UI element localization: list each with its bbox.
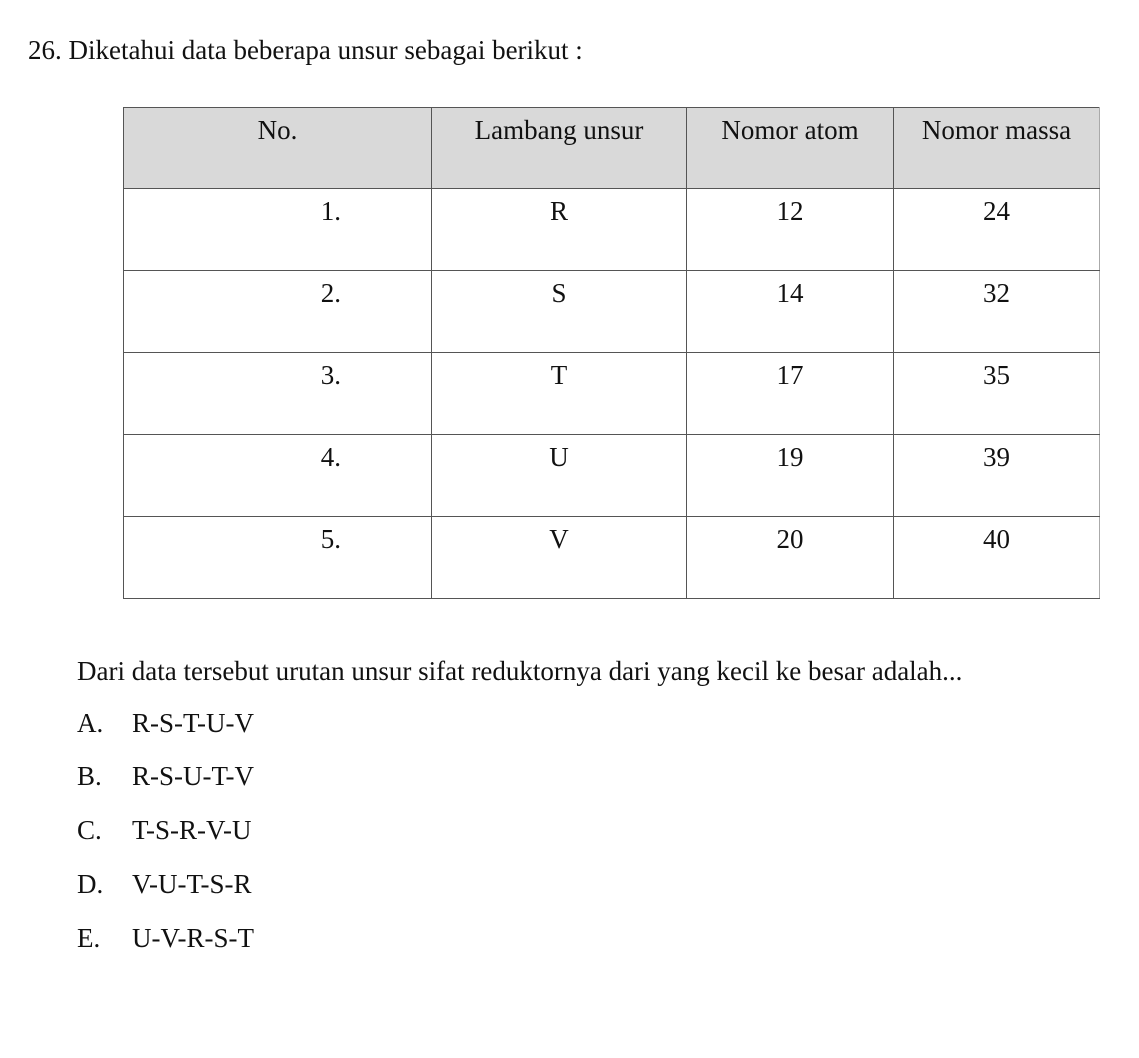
cell-no: 4.	[124, 435, 432, 517]
option-label: A.	[77, 708, 104, 738]
option-c[interactable]	[77, 812, 252, 848]
header-no: No.	[124, 108, 432, 189]
question-intro: 26. Diketahui data beberapa unsur sebagai berikut :	[28, 35, 583, 65]
cell-atomic-number: 19	[687, 435, 894, 517]
header-symbol: Lambang unsur	[432, 108, 687, 189]
option-b[interactable]	[77, 758, 254, 794]
cell-mass-number: 24	[894, 189, 1100, 271]
option-text: V-U-T-S-R	[132, 869, 252, 899]
option-text: R-S-T-U-V	[132, 708, 255, 738]
option-d[interactable]	[77, 866, 252, 902]
cell-atomic-number: 20	[687, 517, 894, 599]
cell-no: 2.	[124, 271, 432, 353]
cell-no: 5.	[124, 517, 432, 599]
table-row	[124, 517, 1100, 599]
option-label: C.	[77, 815, 102, 845]
option-text: U-V-R-S-T	[132, 923, 255, 953]
option-label: B.	[77, 761, 102, 791]
cell-symbol: R	[432, 189, 687, 271]
cell-mass-number: 35	[894, 353, 1100, 435]
cell-no: 1.	[124, 189, 432, 271]
cell-atomic-number: 14	[687, 271, 894, 353]
table-row	[124, 189, 1100, 271]
question-stem: Dari data tersebut urutan unsur sifat reduktornya dari yang kecil ke besar adalah...	[77, 656, 963, 686]
cell-mass-number: 32	[894, 271, 1100, 353]
cell-symbol: U	[432, 435, 687, 517]
option-a[interactable]	[77, 705, 254, 741]
element-data-table	[123, 107, 1100, 599]
option-text: R-S-U-T-V	[132, 761, 255, 791]
option-e[interactable]	[77, 920, 254, 956]
cell-symbol: V	[432, 517, 687, 599]
cell-atomic-number: 12	[687, 189, 894, 271]
cell-symbol: T	[432, 353, 687, 435]
header-atomic-number: Nomor atom	[687, 108, 894, 189]
option-label: E.	[77, 923, 101, 953]
table-row	[124, 271, 1100, 353]
cell-symbol: S	[432, 271, 687, 353]
table-row	[124, 435, 1100, 517]
option-text: T-S-R-V-U	[132, 815, 252, 845]
cell-mass-number: 39	[894, 435, 1100, 517]
option-label: D.	[77, 869, 104, 899]
header-mass-number: Nomor massa	[894, 108, 1100, 189]
cell-mass-number: 40	[894, 517, 1100, 599]
table-row	[124, 353, 1100, 435]
table-header-row	[124, 108, 1100, 189]
cell-no: 3.	[124, 353, 432, 435]
cell-atomic-number: 17	[687, 353, 894, 435]
